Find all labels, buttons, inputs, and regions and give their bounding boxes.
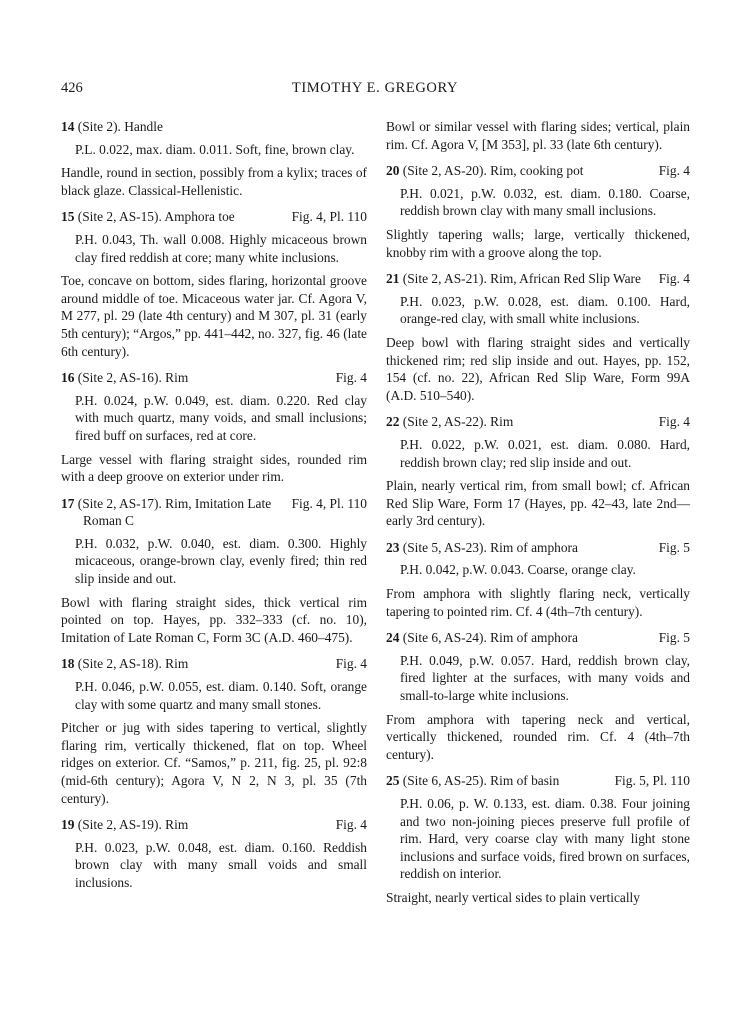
catalog-entry xyxy=(61,208,367,360)
entry-description: P.H. 0.022, p.W. 0.021, est. diam. 0.080. Hard, reddish brown clay; red slip inside and out. xyxy=(400,436,690,470)
catalog-entry xyxy=(386,270,690,404)
catalog-entry xyxy=(386,413,690,530)
entry-commentary: Toe, concave on bottom, sides flaring, horizontal groove around middle of toe. Micaceous water jar. Cf. Agora V, M 277, pl. 29 (late 4th century) and M 307, pl. 31 (early 5th century); “Argos,” pp. 441–442, no. 327, fig. 46 (late 6th century). xyxy=(61,273,367,359)
entry-heading: (Site 2, AS-20). Rim, cooking pot xyxy=(402,163,584,179)
entry-description: P.H. 0.046, p.W. 0.055, est. diam. 0.140. Soft, orange clay with some quartz and many small stones. xyxy=(75,679,367,712)
entry-commentary: Handle, round in section, possibly from a kylix; traces of black glaze. Classical-Hellenistic. xyxy=(61,165,367,198)
catalog-entry xyxy=(386,772,690,906)
figure-reference: Fig. 4 xyxy=(335,370,367,386)
entry-number: 18 xyxy=(61,656,75,672)
entry-number: 16 xyxy=(61,370,75,386)
entry-commentary: From amphora with slightly flaring neck, vertically tapering to pointed rim. Cf. 4 (4th–7th century). xyxy=(386,586,690,619)
entry-description: P.H. 0.021, p.W. 0.032, est. diam. 0.180. Coarse, reddish brown clay with many small inclusions. xyxy=(400,185,690,219)
running-title: TIMOTHY E. GREGORY xyxy=(291,80,459,96)
entry-commentary: Deep bowl with flaring straight sides and vertically thickened rim; red slip inside and out. Hayes, pp. 152, 154 (cf. no. 22), African Red Slip Ware, Form 99A (A.D. 510–540). xyxy=(386,334,690,403)
entry-number: 23 xyxy=(386,539,400,555)
figure-reference: Fig. 5 xyxy=(658,539,690,555)
figure-reference: Fig. 5, Pl. 110 xyxy=(614,773,690,789)
entry-heading: (Site 2, AS-19). Rim xyxy=(77,817,189,833)
catalog-entry xyxy=(386,162,690,261)
entry-heading: (Site 2, AS-16). Rim xyxy=(77,370,189,386)
entry-description: P.H. 0.032, p.W. 0.040, est. diam. 0.300. Highly micaceous, orange-brown clay, evenly fired; thin red slip inside and out. xyxy=(75,535,367,587)
entry-heading: (Site 2, AS-18). Rim xyxy=(77,656,189,672)
entry-heading: (Site 2, AS-22). Rim xyxy=(402,414,514,430)
entry-description: P.H. 0.024, p.W. 0.049, est. diam. 0.220. Red clay with much quartz, many voids, and small inclusions; fired buff on surfaces, red at core. xyxy=(75,392,367,443)
left-column xyxy=(61,118,367,901)
entry-number: 22 xyxy=(386,414,400,430)
entry-commentary: Pitcher or jug with sides tapering to vertical, slightly flaring rim, vertically thickened, flat on top. Wheel ridges on exterior. Cf. “Samos,” p. 211, fig. 25, pl. 92:8 (mid-6th century); Agora V, N 2, N 3, pl. 35 (7th century). xyxy=(61,720,367,806)
entry-number: 15 xyxy=(61,209,75,225)
figure-reference: Fig. 4 xyxy=(335,817,367,833)
entry-commentary: Straight, nearly vertical sides to plain vertically xyxy=(386,889,640,905)
entry-commentary: From amphora with tapering neck and vertical, vertically thickened, rounded rim. Cf. 4 (4th–7th century). xyxy=(386,711,690,762)
figure-reference: Fig. 4 xyxy=(658,163,690,179)
catalog-entry xyxy=(61,495,367,647)
entry-heading: (Site 2, AS-15). Amphora toe xyxy=(77,209,235,225)
figure-reference: Fig. 4 xyxy=(335,656,367,672)
entry-heading: (Site 2, AS-21). Rim, African Red Slip Ware xyxy=(402,271,641,287)
entry-heading: (Site 5, AS-23). Rim of amphora xyxy=(402,539,578,555)
figure-reference: Fig. 4, Pl. 110 xyxy=(291,495,367,511)
catalog-entry xyxy=(61,816,367,891)
entry-number: 21 xyxy=(386,271,400,287)
entry-heading: (Site 2). Handle xyxy=(77,119,163,134)
entry-number: 19 xyxy=(61,817,75,833)
right-column xyxy=(386,118,690,916)
entry-number: 14 xyxy=(61,119,75,134)
entry-number: 17 xyxy=(61,495,75,511)
catalog-entry xyxy=(386,539,690,620)
entry-commentary: Large vessel with flaring straight sides, rounded rim with a deep groove on exterior under rim. xyxy=(61,451,367,485)
figure-reference: Fig. 4 xyxy=(658,271,690,287)
figure-reference: Fig. 4, Pl. 110 xyxy=(291,209,367,225)
entry-description: P.H. 0.023, p.W. 0.028, est. diam. 0.100. Hard, orange-red clay, with small white inclusions. xyxy=(400,293,690,327)
figure-reference: Fig. 4 xyxy=(658,414,690,430)
catalog-entry xyxy=(61,369,367,486)
entry-description: P.H. 0.023, p.W. 0.048, est. diam. 0.160. Reddish brown clay with many small voids and small inclusions. xyxy=(75,839,367,890)
entry-description: P.H. 0.06, p. W. 0.133, est. diam. 0.38. Four joining and two non-joining pieces preserve full profile of rim. Hard, very coarse clay with many light stone inclusions and surface voids, fired brown on surfaces, reddish on interior. xyxy=(400,796,690,882)
entry-description: P.H. 0.049, p.W. 0.057. Hard, reddish brown clay, fired lighter at the surfaces, with many voids and small-to-large white inclusions. xyxy=(400,652,690,704)
entry-commentary: Slightly tapering walls; large, vertically thickened, knobby rim with a groove along the top. xyxy=(386,226,690,260)
entry-description: P.H. 0.043, Th. wall 0.008. Highly micaceous brown clay fired reddish at core; many white inclusions. xyxy=(75,231,367,265)
catalog-entry xyxy=(386,629,690,763)
entry-heading: (Site 2, AS-17). Rim, Imitation Late Roman C xyxy=(77,495,272,529)
entry-heading: (Site 6, AS-25). Rim of basin xyxy=(402,773,560,789)
page-number: 426 xyxy=(61,80,83,96)
entry-commentary: Plain, nearly vertical rim, from small bowl; cf. African Red Slip Ware, Form 17 (Hayes, pp. 42–43, late 2nd—early 3rd century). xyxy=(386,478,690,529)
entry-number: 20 xyxy=(386,163,400,179)
entry-heading: (Site 6, AS-24). Rim of amphora xyxy=(402,630,578,646)
entry-number: 24 xyxy=(386,630,400,646)
catalog-entry xyxy=(61,655,367,807)
figure-reference: Fig. 5 xyxy=(658,630,690,646)
entry-description: P.H. 0.042, p.W. 0.043. Coarse, orange clay. xyxy=(400,562,636,578)
running-header xyxy=(61,80,689,102)
entry-number: 25 xyxy=(386,773,400,789)
entry-commentary: Bowl with flaring straight sides, thick vertical rim pointed on top. Hayes, pp. 332–333 (cf. no. 10), Imitation of Late Roman C, Form 3C (A.D. 460–475). xyxy=(61,594,367,645)
continued-commentary: Bowl or similar vessel with flaring sides; vertical, plain rim. Cf. Agora V, [M 353], pl. 33 (late 6th century). xyxy=(386,119,690,152)
catalog-entry xyxy=(61,118,367,199)
entry-description: P.L. 0.022, max. diam. 0.011. Soft, fine, brown clay. xyxy=(75,141,355,157)
